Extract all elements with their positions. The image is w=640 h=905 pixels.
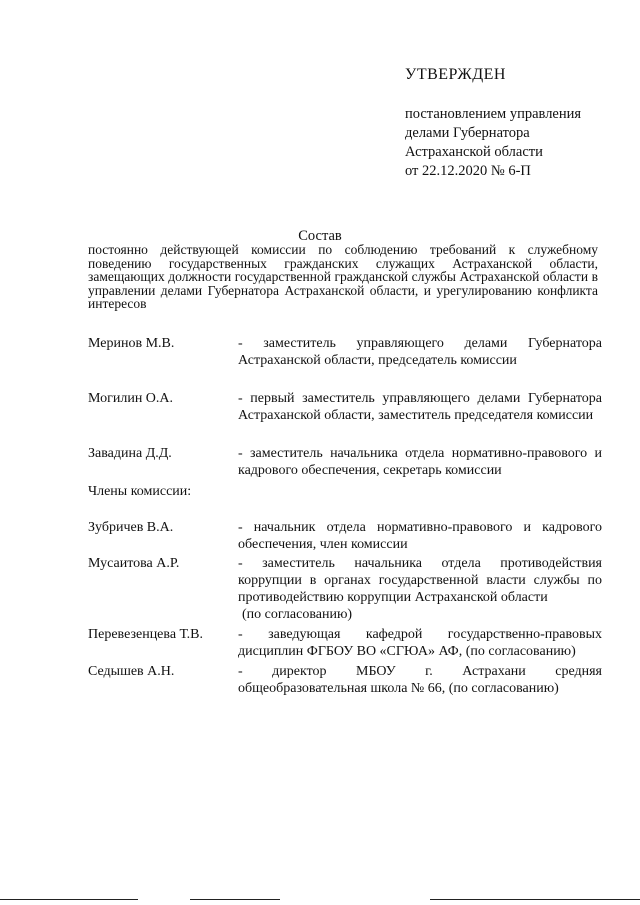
approval-heading: УТВЕРЖДЕН [405, 66, 506, 83]
approval-line: постановлением управления [405, 106, 582, 122]
member-entry [88, 519, 602, 553]
entry-name: Могилин О.А. [88, 391, 174, 406]
entry-description: - директор МБОУ г. Астрахани средняя общеобразовательная школа № 66, (по согласованию) [238, 664, 602, 696]
member-entry [88, 555, 602, 623]
approval-block [405, 66, 630, 181]
members-label: Члены комиссии: [88, 484, 192, 499]
entry-description: - начальник отдела нормативно-правового и кадрового обеспечения, член комиссии [238, 520, 602, 552]
entry-name: Завадина Д.Д. [88, 446, 172, 461]
entry-name: Седышев А.Н. [88, 664, 175, 679]
entry-name: Перевезенцева Т.В. [88, 627, 204, 642]
approval-line: Астраханской области [405, 144, 543, 160]
entry-description: - заместитель начальника отдела противодействия коррупции в органах государственной власти службы по противодействию коррупции Астраханской области [238, 556, 602, 605]
composition-list [88, 335, 602, 697]
document-subtitle: постоянно действующей комиссии по соблюдению требований к служебному поведению государственных гражданских служащих Астраханской области, замещающих должности государственной гражданской службы Астраханской области в управлении делами Губернатора Астраханской области, и урегулированию конфликта интересов [88, 242, 598, 311]
entry-description: - заведующая кафедрой государственно-правовых дисциплин ФГБОУ ВО «СГЮА» АФ, (по согласованию) [238, 627, 602, 659]
page-edge-line [0, 899, 138, 900]
page-edge-line [190, 899, 280, 900]
entry-note: (по согласованию) [242, 607, 353, 622]
entry-description: - заместитель управляющего делами Губернатора Астраханской области, председатель комиссии [238, 336, 602, 368]
approval-date-line: от 22.12.2020 № 6-П [405, 163, 531, 179]
chairman-entry [88, 335, 602, 369]
entry-description: - заместитель начальника отдела нормативно-правового и кадрового обеспечения, секретарь комиссии [238, 446, 602, 478]
page-edge-line [430, 899, 640, 900]
entry-description: - первый заместитель управляющего делами Губернатора Астраханской области, заместитель председателя комиссии [238, 391, 602, 423]
secretary-entry [88, 445, 602, 479]
member-entry [88, 663, 602, 697]
entry-name: Меринов М.В. [88, 336, 175, 351]
vice-chairman-entry [88, 390, 602, 424]
member-entry [88, 626, 602, 660]
entry-name: Мусаитова А.Р. [88, 556, 180, 571]
document-title: Состав [298, 228, 342, 244]
approval-line: делами Губернатора [405, 125, 530, 141]
entry-name: Зубричев В.А. [88, 520, 174, 535]
